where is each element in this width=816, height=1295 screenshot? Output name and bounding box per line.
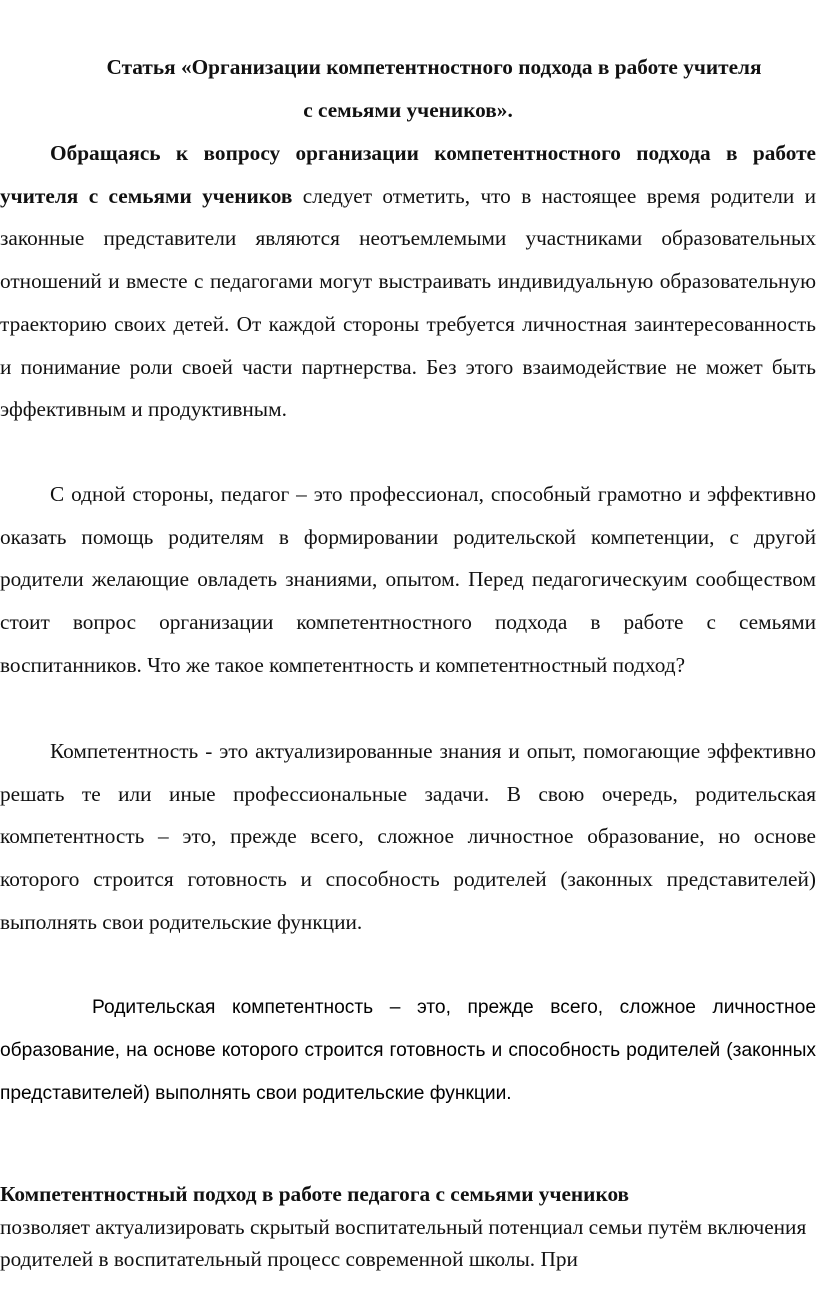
paragraph-competence-approach-text: позволяет актуализировать скрытый воспитательный потенциал семьи путём включения родителей в воспитательный процесс современной школы. При	[0, 1214, 807, 1271]
paragraph-intro-text: следует отметить, что в настоящее время родители и законные представители являются неотъемлемыми участниками образовательных отношений и вместе с педагогами могут выстраивать индивидуальную образовательную траекторию своих детей. От каждой стороны требуется личностная заинтересованность и понимание роли своей части партнерства. Без этого взаимодействие не может быть эффективным и продуктивным.	[0, 183, 816, 422]
title-line-2: с семьями учеников».	[303, 98, 513, 122]
paragraph-parental-competence-text: Родительская компетентность – это, прежде всего, сложное личностное образование, на основе которого строится готовность и способность родителей (законных представителей) выполнять свои родительские функции.	[0, 997, 816, 1104]
paragraph-intro-bold: Обращаясь к вопросу организации компетентностного подхода в работе учителя с семьями учеников	[0, 141, 816, 208]
paragraph-teacher-role	[0, 473, 816, 687]
paragraph-competence-approach	[0, 1178, 816, 1276]
paragraph-competence-definition	[0, 730, 816, 944]
paragraph-competence-definition-text: Компетентность - это актуализированные знания и опыт, помогающие эффективно решать те или иные профессиональные задачи. В свою очередь, родительская компетентность – это, прежде всего, сложное личностное образование, но основе которого строится готовность и способность родителей (законных представителей) выполнять свои родительские функции.	[0, 739, 816, 934]
paragraph-parental-competence	[0, 986, 816, 1115]
document-title	[0, 46, 816, 132]
paragraph-intro	[0, 132, 816, 431]
paragraph-teacher-role-text: С одной стороны, педагог – это профессионал, способный грамотно и эффективно оказать помощь родителям в формировании родительской компетенции, с другой родители желающие овладеть знаниями, опытом. Перед педагогическуим сообществом стоит вопрос организации компетентностного подхода в работе с семьями воспитанников. Что же такое компетентность и компетентностный подход?	[0, 482, 816, 677]
paragraph-competence-approach-bold: Компетентностный подход в работе педагога с семьями учеников	[0, 1182, 630, 1206]
title-line-1: Статья «Организации компетентностного подхода в работе учителя	[106, 55, 762, 79]
